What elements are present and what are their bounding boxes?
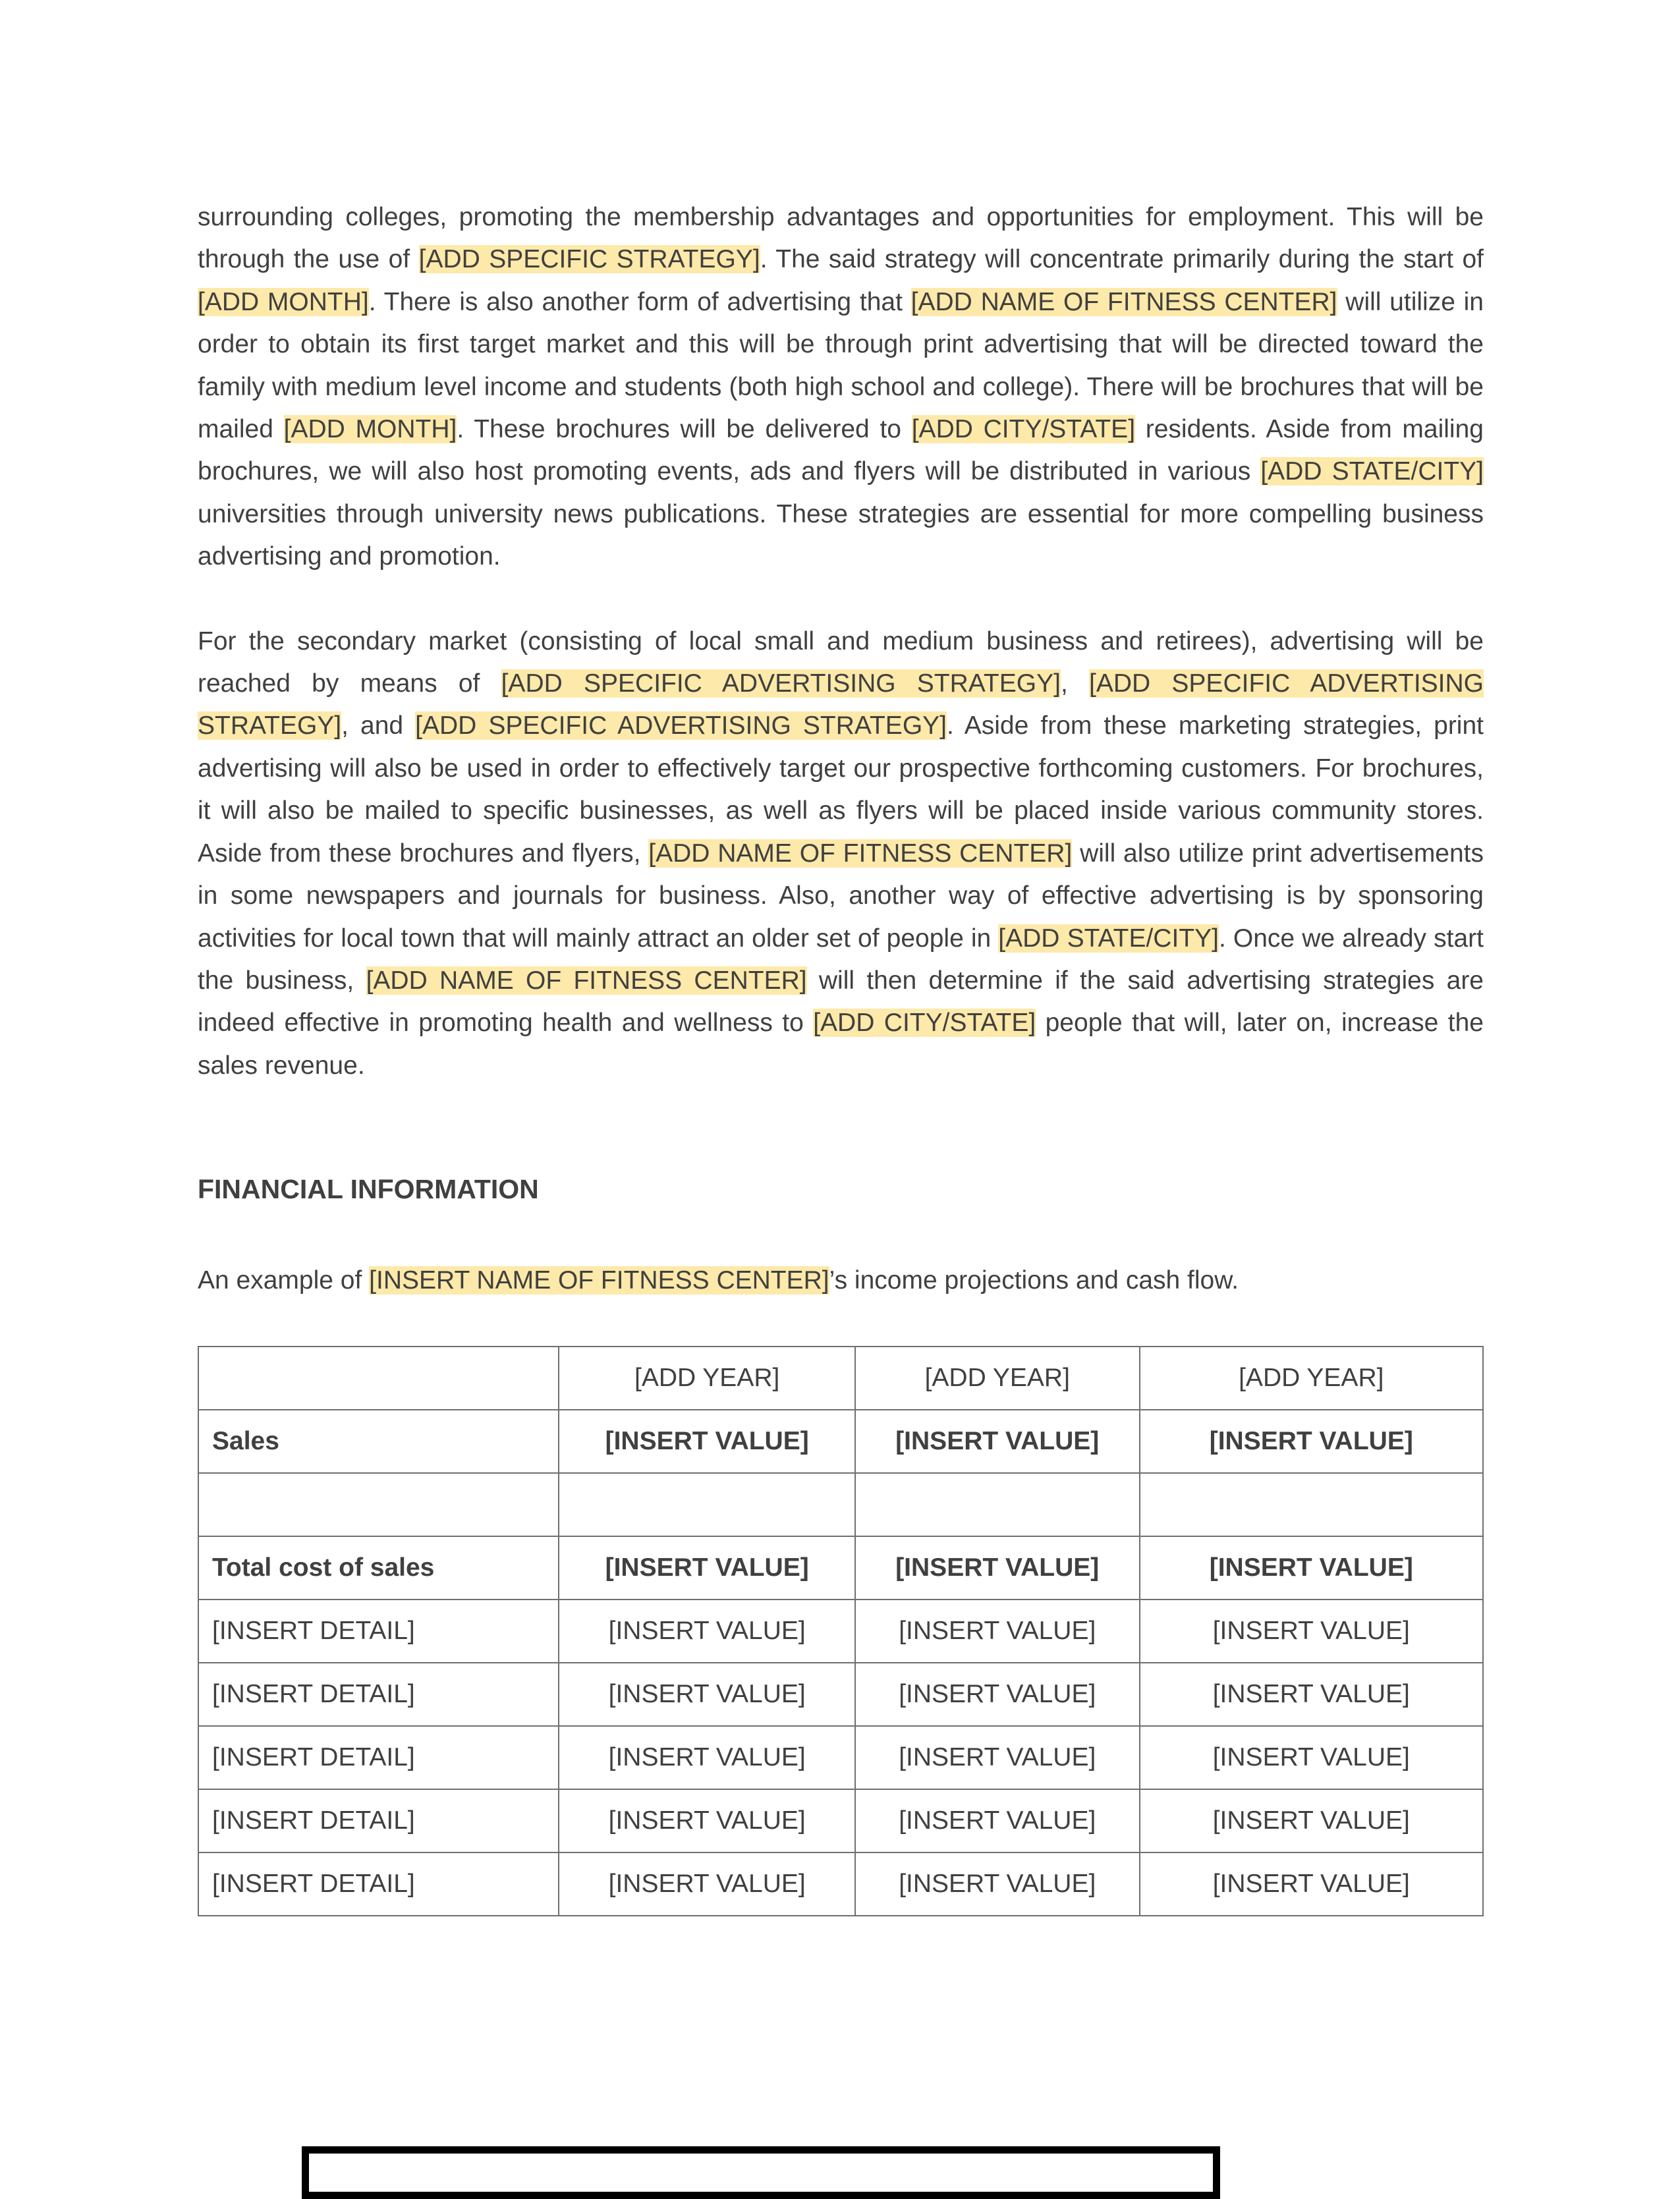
table-header-cell: [ADD YEAR] <box>559 1347 855 1410</box>
paragraph-text: universities through university news publications. These strategies are essential for more compelling business advertising and promotion. <box>198 499 1484 571</box>
paragraph-text: will then determine if the said advertising strategies are indeed effective in promoting health and wellness to <box>198 966 1484 1038</box>
placeholder-highlight: [ADD SPECIFIC ADVERTISING STRATEGY] <box>198 669 1484 740</box>
table-cell: [INSERT VALUE] <box>559 1536 855 1600</box>
intro-text: An example of <box>198 1266 370 1294</box>
paragraph-text: will utilize in order to obtain its first target market and this will be through print advertising that will be directed toward the family with medium level income and students (both high school and college). There will be brochures that will be mailed <box>198 287 1484 444</box>
table-cell <box>1140 1473 1483 1536</box>
table-cell: [INSERT VALUE] <box>1140 1600 1483 1663</box>
table-cell: [INSERT VALUE] <box>1140 1410 1483 1473</box>
paragraph-text: . The said strategy will concentrate primarily during the start of <box>760 245 1484 274</box>
paragraph-text: , <box>1060 669 1090 698</box>
table-cell: [INSERT VALUE] <box>1140 1789 1483 1852</box>
table-cell: [INSERT VALUE] <box>559 1600 855 1663</box>
placeholder-highlight: [ADD NAME OF FITNESS CENTER] <box>910 287 1337 316</box>
placeholder-highlight: [ADD CITY/STATE] <box>911 415 1136 444</box>
paragraph-text: For the secondary market (consisting of local small and medium business and retirees), advertising will be reached by means of <box>198 626 1484 698</box>
financial-table <box>198 1346 1484 1916</box>
table-row <box>198 1789 1483 1852</box>
table-cell: [INSERT VALUE] <box>1140 1726 1483 1789</box>
table-header-cell: [ADD YEAR] <box>855 1347 1140 1410</box>
table-cell: [INSERT VALUE] <box>559 1410 855 1473</box>
placeholder-highlight: [ADD NAME OF FITNESS CENTER] <box>366 966 807 995</box>
table-cell: [INSERT VALUE] <box>1140 1663 1483 1726</box>
placeholder-highlight: [ADD NAME OF FITNESS CENTER] <box>648 839 1073 868</box>
document-body <box>198 196 1484 1087</box>
placeholder-highlight: [ADD SPECIFIC STRATEGY] <box>418 245 760 274</box>
paragraph-text: . These brochures will be delivered to <box>457 415 912 444</box>
placeholder-highlight: [ADD STATE/CITY] <box>998 924 1219 953</box>
table-row <box>198 1600 1483 1663</box>
placeholder-highlight: [INSERT NAME OF FITNESS CENTER] <box>369 1266 829 1294</box>
table-cell: [INSERT VALUE] <box>855 1410 1140 1473</box>
row-label: Sales <box>198 1410 559 1473</box>
row-label: Total cost of sales <box>198 1536 559 1600</box>
table-cell: [INSERT VALUE] <box>559 1663 855 1726</box>
table-header-cell <box>198 1347 559 1410</box>
placeholder-highlight: [ADD STATE/CITY] <box>1260 457 1484 486</box>
row-label <box>198 1473 559 1536</box>
placeholder-highlight: [ADD CITY/STATE] <box>813 1009 1036 1038</box>
table-row <box>198 1410 1483 1473</box>
paragraph-text: surrounding colleges, promoting the membership advantages and opportunities for employment. This will be through the use of <box>198 203 1484 274</box>
placeholder-highlight: [ADD SPECIFIC ADVERTISING STRATEGY] <box>501 669 1061 698</box>
table-cell: [INSERT VALUE] <box>855 1726 1140 1789</box>
table-cell: [INSERT VALUE] <box>1140 1536 1483 1600</box>
placeholder-highlight: [ADD MONTH] <box>283 415 457 444</box>
table-cell: [INSERT VALUE] <box>855 1663 1140 1726</box>
paragraph-text: will also utilize print advertisements in some newspapers and journals for business. Also, another way of effective advertising is by sponsoring activities for local town that will mainly attract an older set of people in <box>198 839 1484 953</box>
table-cell <box>855 1473 1140 1536</box>
table-row <box>198 1536 1483 1600</box>
row-label: [INSERT DETAIL] <box>198 1663 559 1726</box>
table-cell: [INSERT VALUE] <box>559 1789 855 1852</box>
table-cell: [INSERT VALUE] <box>559 1852 855 1916</box>
row-label: [INSERT DETAIL] <box>198 1726 559 1789</box>
row-label: [INSERT DETAIL] <box>198 1852 559 1916</box>
table-cell: [INSERT VALUE] <box>855 1852 1140 1916</box>
table-cell <box>559 1473 855 1536</box>
intro-text: ’s income projections and cash flow. <box>829 1266 1239 1294</box>
paragraph-text: . There is also another form of advertising that <box>368 287 911 316</box>
paragraph-text: . Once we already start the business, <box>198 924 1484 995</box>
table-row <box>198 1726 1483 1789</box>
table-cell: [INSERT VALUE] <box>559 1726 855 1789</box>
table-header-cell: [ADD YEAR] <box>1140 1347 1483 1410</box>
table-cell: [INSERT VALUE] <box>1140 1852 1483 1916</box>
financial-intro <box>198 1260 1239 1302</box>
paragraph-text: , and <box>341 711 416 740</box>
table-row <box>198 1473 1483 1536</box>
placeholder-highlight: [ADD MONTH] <box>198 287 369 316</box>
paragraph-primary-market <box>198 196 1484 578</box>
table-cell: [INSERT VALUE] <box>855 1536 1140 1600</box>
section-heading-financial: FINANCIAL INFORMATION <box>198 1174 539 1204</box>
table-row <box>198 1663 1483 1726</box>
row-label: [INSERT DETAIL] <box>198 1600 559 1663</box>
table-cell: [INSERT VALUE] <box>855 1789 1140 1852</box>
paragraph-text: . Aside from these marketing strategies, print advertising will also be used in order to effectively target our prospective forthcoming customers. For brochures, it will also be mailed to specific businesses, as well as flyers will be placed inside various community stores. Aside from these brochures and flyers, <box>198 711 1484 868</box>
row-label: [INSERT DETAIL] <box>198 1789 559 1852</box>
table-header-row <box>198 1347 1483 1410</box>
paragraph-text: people that will, later on, increase the sales revenue. <box>198 1009 1484 1080</box>
paragraph-secondary-market <box>198 621 1484 1087</box>
table-row <box>198 1852 1483 1916</box>
bottom-text-box <box>302 2146 1220 2199</box>
paragraph-text: residents. Aside from mailing brochures, we will also host promoting events, ads and flyers will be distributed in various <box>198 415 1484 486</box>
placeholder-highlight: [ADD SPECIFIC ADVERTISING STRATEGY] <box>415 711 947 740</box>
table-cell: [INSERT VALUE] <box>855 1600 1140 1663</box>
